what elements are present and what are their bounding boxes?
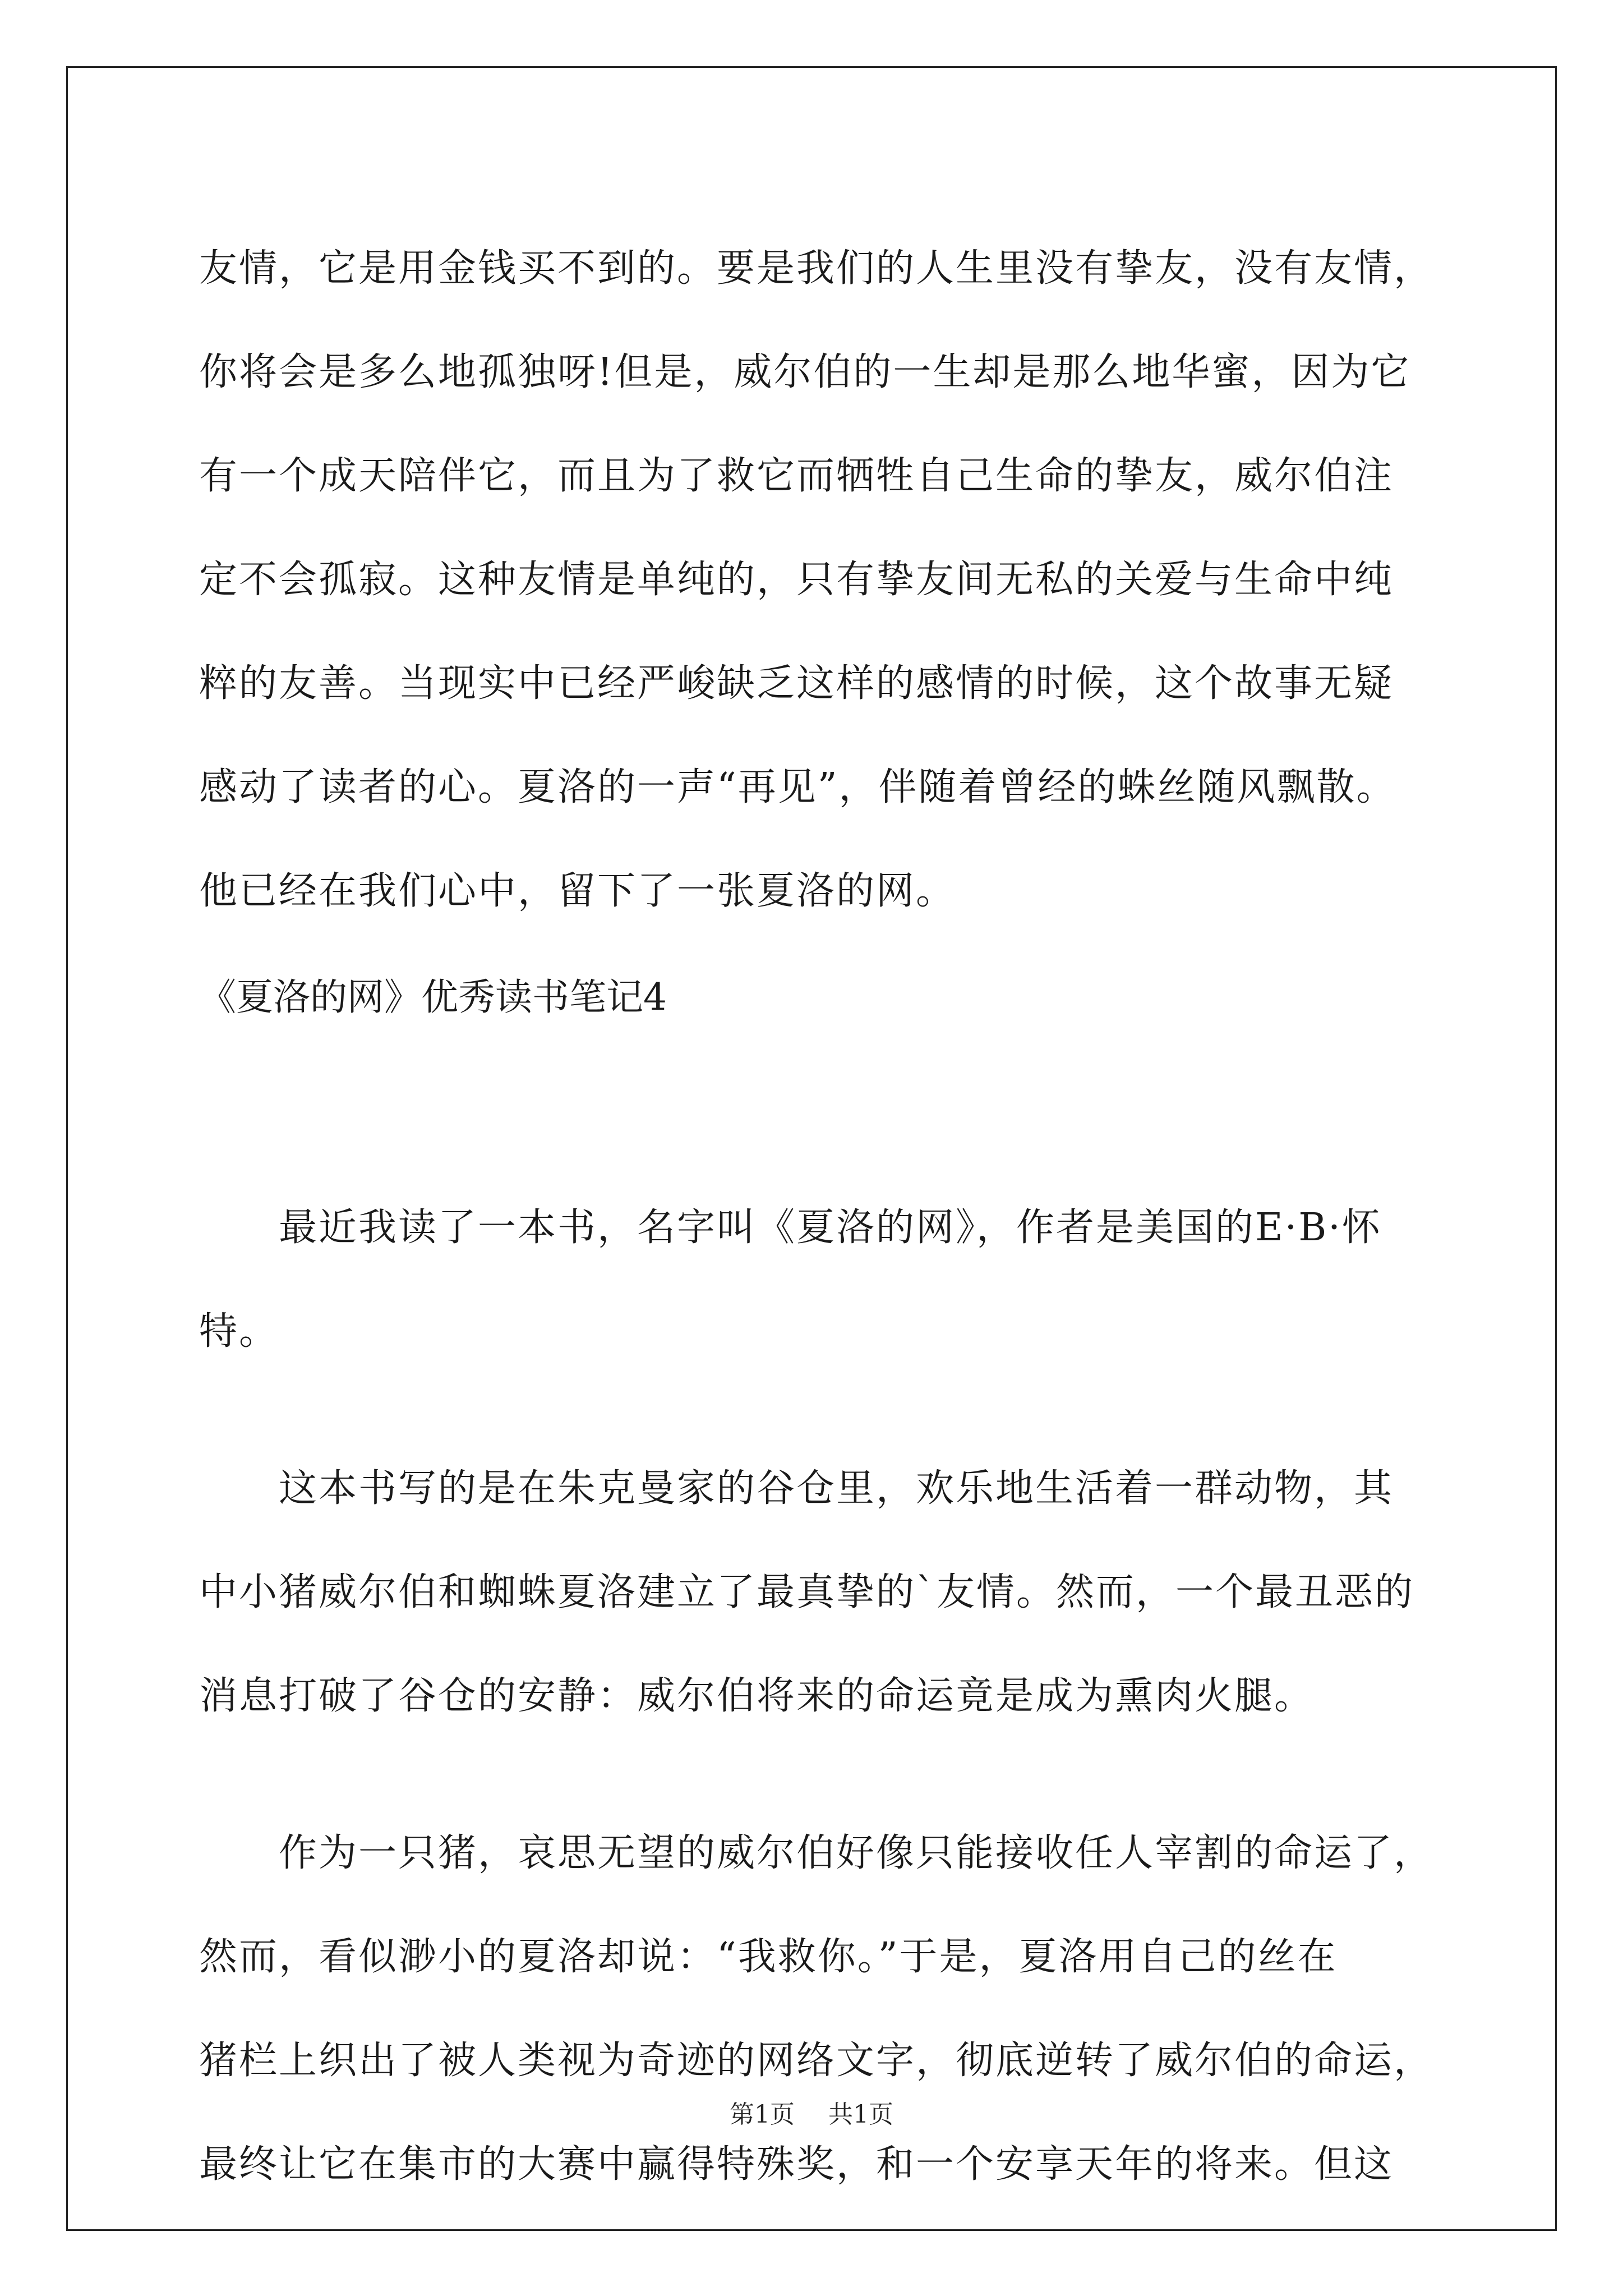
text-line: 感动了读者的心。夏洛的一声“再见”，伴随着曾经的蛛丝随风飘散。 <box>199 765 1396 809</box>
paragraph-line: 中小猪威尔伯和蜘蛛夏洛建立了最真挚的`友情。然而，一个最丑恶的 <box>199 1570 1415 1614</box>
text-line: 粹的友善。当现实中已经严峻缺乏这样的感情的时候，这个故事无疑 <box>199 661 1394 706</box>
paragraph-spacer <box>199 1383 1483 1437</box>
section-heading: 《夏洛的网》优秀读书笔记4 <box>199 976 667 1019</box>
paragraph-line: 猪栏上织出了被人类视为奇迹的网络文字，彻底逆转了威尔伯的命运， <box>199 2039 1434 2083</box>
page-number: 第1页 <box>730 2100 795 2129</box>
paragraph-line: 特。 <box>199 1309 279 1354</box>
body-text-continued <box>199 217 1483 943</box>
paragraph-line: 最近我读了一本书，名字叫《夏洛的网》，作者是美国的E·B·怀 <box>199 1205 1382 1250</box>
text-line: 有一个成天陪伴它，而且为了救它而牺牲自己生命的挚友，威尔伯注 <box>199 454 1394 498</box>
paragraph-line: 然而，看似渺小的夏洛却说：“我救你。”于是，夏洛用自己的丝在 <box>199 1935 1338 1979</box>
text-line: 你将会是多么地孤独呀!但是，威尔伯的一生却是那么地华蜜，因为它 <box>199 350 1411 394</box>
paragraph-line: 这本书写的是在朱克曼家的谷仓里，欢乐地生活着一群动物，其 <box>199 1466 1394 1511</box>
page-footer <box>0 2098 1623 2132</box>
text-line: 定不会孤寂。这种友情是单纯的，只有挚友间无私的关爱与生命中纯 <box>199 558 1394 602</box>
body-text-section <box>199 1176 1483 2216</box>
paragraph-spacer <box>199 1748 1483 1801</box>
paragraph-line: 最终让它在集市的大赛中赢得特殊奖，和一个安享天年的将来。但这 <box>199 2142 1394 2187</box>
paragraph-line: 消息打破了谷仓的安静：威尔伯将来的命运竟是成为熏肉火腿。 <box>199 1674 1315 1718</box>
text-line: 他已经在我们心中，留下了一张夏洛的网。 <box>199 869 956 913</box>
text-line: 友情，它是用金钱买不到的。要是我们的人生里没有挚友，没有友情， <box>199 246 1434 291</box>
page-total: 共1页 <box>828 2100 893 2129</box>
paragraph-line: 作为一只猪，哀思无望的威尔伯好像只能接收任人宰割的命运了， <box>199 1831 1434 1875</box>
